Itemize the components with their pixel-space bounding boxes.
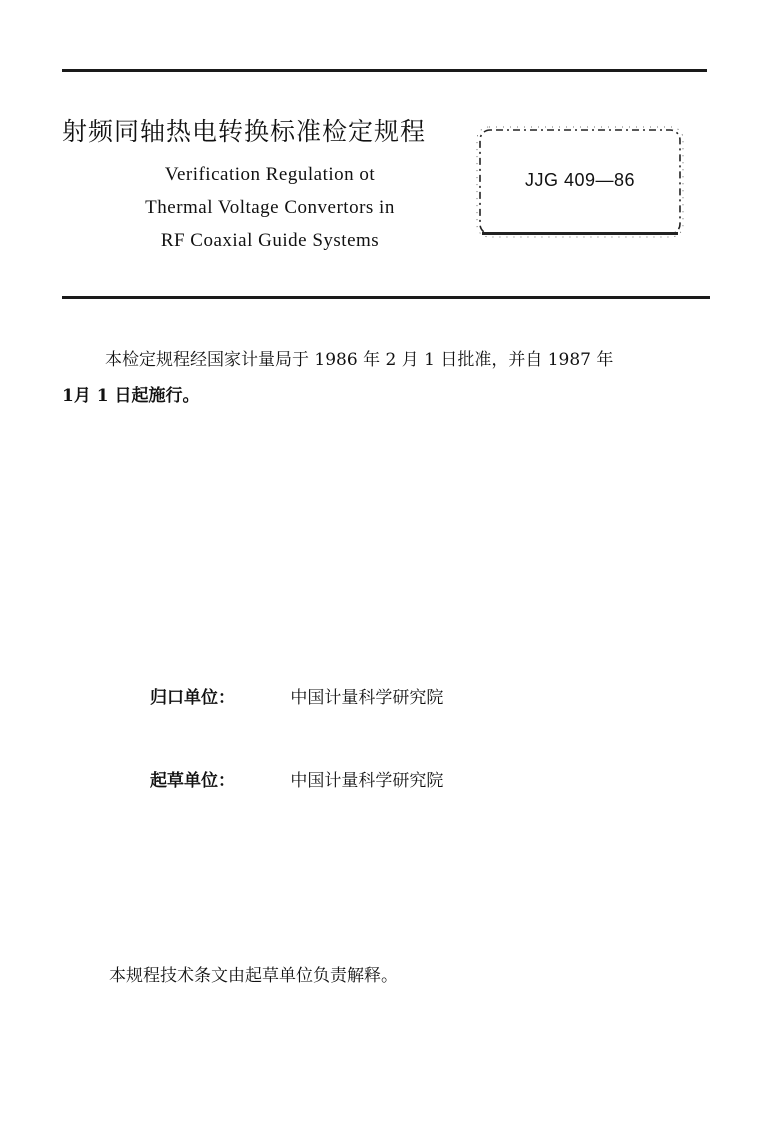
responsible-unit-label: 归口单位： [150, 688, 235, 708]
drafting-unit-value: 中国计量科学研究院 [290, 771, 444, 791]
drafting-unit-row [150, 766, 443, 791]
bottom-rule [62, 296, 710, 299]
document-title-chinese: 射频同轴热电转换标准检定规程 [62, 117, 427, 146]
approval-statement-line-1: 本检定规程经国家计量局于 1986 年 2 月 1 日批准，并自 1987 年 [105, 350, 614, 370]
document-title-english-line-2: Thermal Voltage Convertors in [145, 197, 395, 218]
responsible-unit-row [150, 683, 443, 708]
document-title-english-line-3: RF Coaxial Guide Systems [160, 230, 380, 251]
approval-statement-line-2: 1月 1 日起施行。 [62, 386, 200, 406]
drafting-unit-label: 起草单位： [150, 771, 235, 791]
interpretation-note: 本规程技术条文由起草单位负责解释。 [109, 966, 398, 986]
regulation-code-box [474, 124, 686, 240]
regulation-code: JJG 409—86 [524, 170, 636, 190]
document-title-english-line-1: Verification Regulation ot [164, 164, 376, 185]
responsible-unit-value: 中国计量科学研究院 [290, 688, 444, 708]
top-rule [62, 69, 707, 72]
